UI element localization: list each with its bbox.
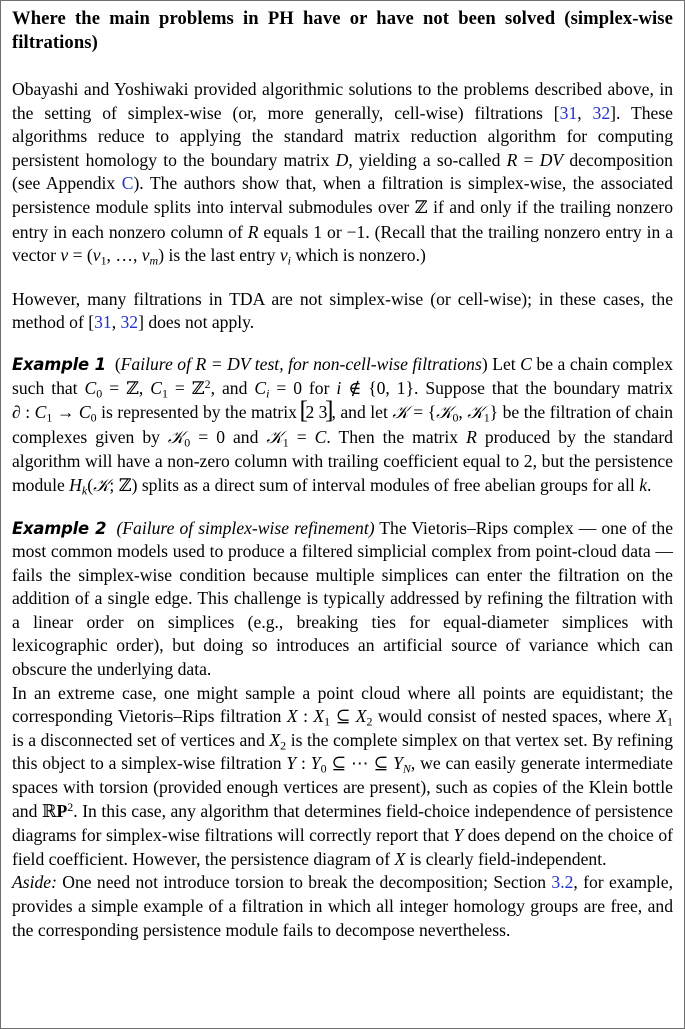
aside-text-2: , for example, provides a simple example of a filtration in which all integer homology groups are free, and the corresponding persistence module fails to decompose nevertheless. (12, 872, 673, 940)
math-arrow: → (52, 402, 79, 423)
math-Ci-sub: i (266, 385, 270, 400)
math-C1-sub: 1 (162, 385, 168, 400)
math-K: 𝒦 (392, 403, 409, 424)
math-eq-5: = 0 and (190, 426, 267, 447)
math-H-Z: ℤ (118, 475, 132, 496)
math-var-D: D (335, 149, 349, 170)
math-subseteq-1: ⊆ (330, 706, 356, 727)
extreme-text-7: does depend on the choice of field coefficient. However, the persistence diagram of (12, 825, 673, 869)
math-set-comma: , (458, 402, 468, 423)
math-subseteq-3: ⊆ (368, 753, 394, 774)
math-partial: ∂ (12, 402, 21, 423)
intro-text-8: = ( (68, 245, 93, 266)
however-text-2: ] does not apply. (138, 312, 255, 333)
math-sub-1: 1 (100, 253, 107, 268)
math-var-C: C (520, 353, 532, 374)
citation-link-31b[interactable]: 31 (94, 312, 112, 333)
math-eq-3: = 0 for (269, 377, 337, 398)
math-Y0: Y (310, 753, 321, 774)
intro-text-3: , yielding a so-called (348, 149, 507, 170)
math-Z-2: ℤ (191, 378, 205, 399)
example-1-body-7: be the filtration of chain complexes given by (12, 402, 674, 447)
math-var-DV: DV (539, 149, 564, 170)
extreme-text-2: would consist of nested spaces, where (372, 706, 657, 727)
math-var-R-3: R (466, 426, 477, 447)
extreme-text-5: , we can easily generate intermediate spaces with torsion (provided enough vertices are present), such as copies of the Klein bottle and (12, 753, 673, 821)
spacer (12, 268, 673, 288)
example-1-body-2: be a chain complex such that (12, 353, 674, 398)
math-YN: Y (393, 753, 403, 774)
intro-text-9: , …, (106, 245, 142, 266)
math-var-X: X (286, 706, 298, 727)
math-H-K: 𝒦 (93, 475, 110, 496)
math-K1: 𝒦 (467, 403, 484, 424)
citation-link-31[interactable]: 31 (559, 102, 578, 123)
math-YN-sub: N (402, 761, 411, 776)
intro-text-5: ). The authors show that, when a filtration is simplex-wise, the associated persistence module splits into interval submodules over (12, 173, 673, 217)
math-blackboard-Z: ℤ (414, 197, 428, 218)
intro-text-6: if and only if the trailing nonzero entry in each nonzero column of (12, 196, 673, 242)
math-set-close: } (489, 402, 499, 423)
math-C1-b: C (34, 402, 47, 423)
citation-link-32b[interactable]: 32 (120, 312, 139, 333)
example-1-body-8: . Then the matrix (326, 426, 467, 447)
math-var-R: R (506, 149, 518, 170)
math-H-sub: k (81, 483, 88, 498)
math-C1: C (150, 377, 162, 398)
example-1-title-close: ) (481, 353, 488, 374)
section-link-3-2[interactable]: 3.2 (551, 872, 574, 893)
math-K1-b: 𝒦 (266, 427, 283, 448)
math-Ci: C (254, 377, 267, 398)
math-C0-b-sub: 0 (90, 410, 97, 425)
appendix-link-c[interactable]: C (121, 173, 134, 194)
math-eq-4: = (408, 402, 428, 423)
math-H-close: ) (131, 474, 138, 495)
math-set-open: { (427, 402, 437, 423)
intro-text-4: decomposition (see Appendix (12, 149, 673, 194)
intro-text-10: ) is the last entry (158, 245, 280, 266)
math-K1-b-sub: 1 (282, 435, 289, 450)
math-H-open: ( (87, 474, 94, 495)
math-C-b: C (314, 426, 327, 447)
example-1-body-11: . (647, 474, 652, 495)
extreme-text-4: is the complete simplex on that vertex set. By refining this object to a simplex-wise filtration (12, 729, 673, 774)
paragraph-example-1 (12, 353, 673, 499)
citation-separator-2: , (111, 312, 121, 333)
intro-text-2: ]. These algorithms reduce to applying the standard matrix reduction algorithm for computing persistent homology to the boundary matrix (12, 102, 673, 170)
page-title: Where the main problems in PH have or have not been solved (simplex-wise filtrations) (12, 8, 673, 53)
example-1-body-6: , and let (331, 402, 393, 423)
example-1-comma-1: , (138, 377, 151, 398)
intro-text-1: Obayashi and Yoshiwaki provided algorithmic solutions to the problems described above, in the setting of simplex-wise (or, more generally, cell-wise) filtrations [ (12, 79, 673, 123)
example-1-label: Example 1 (12, 354, 106, 374)
extreme-text-1: In an extreme case, one might sample a point cloud where all points are equidistant; the corresponding Vietoris–Rips filtration (12, 682, 673, 727)
math-X1-sub: 1 (324, 714, 331, 729)
paragraph-however (12, 288, 673, 335)
math-C0-sub: 0 (96, 385, 103, 400)
math-var-Y: Y (286, 753, 297, 774)
aside-label: Aside: (12, 872, 57, 893)
math-var-i: i (336, 377, 342, 398)
extreme-text-6: . In this case, any algorithm that determines field-choice independence of persistence diagrams for simplex-wise filtrations will correctly report that (12, 800, 673, 846)
example-1-title-eq: = (206, 353, 228, 374)
page-content (1, 1, 684, 942)
math-X2-b: X (269, 729, 281, 750)
example-2-title: (Failure of simplex-wise refinement) (116, 517, 375, 538)
intro-text-11: which is nonzero.) (291, 245, 426, 266)
example-1-body-1: Let (487, 353, 521, 374)
math-K0: 𝒦 (436, 403, 453, 424)
math-X1-b-sub: 1 (667, 714, 674, 729)
math-C1-b-sub: 1 (46, 410, 53, 425)
math-matrix-2-3: [ 2 3 ] (301, 401, 331, 425)
example-1-title-b: test, for non-cell-wise filtrations (250, 353, 482, 374)
spacer (12, 58, 673, 78)
math-sub-i: i (287, 253, 291, 268)
math-subseteq-2: ⊆ (326, 753, 352, 774)
math-K0-sub: 0 (452, 410, 459, 425)
math-blackboard-R: ℝ (41, 801, 57, 822)
example-1-body-5: is represented by the matrix (96, 402, 302, 423)
math-eq-2: = (167, 377, 192, 398)
math-X2-b-sub: 2 (280, 738, 287, 753)
citation-separator: , (577, 102, 593, 123)
math-P-sup: 2 (67, 799, 74, 814)
spacer (12, 499, 673, 517)
math-Z-2-sup: 2 (204, 376, 211, 391)
math-var-R-2: R (247, 221, 259, 242)
however-text-1: However, many filtrations in TDA are not simplex-wise (or cell-wise); in these cases, the method of [ (12, 288, 673, 333)
example-1-body-4: . Suppose that the boundary matrix (414, 377, 673, 398)
math-var-Y-2: Y (453, 825, 464, 846)
math-X1: X (313, 706, 325, 727)
intro-text-7: equals 1 or −1. (Recall that the trailing nonzero entry in a vector (12, 221, 673, 266)
math-var-k: k (639, 474, 647, 495)
math-colon-y: : (296, 753, 311, 774)
math-H-semi: ; (109, 474, 119, 495)
math-K0-b: 𝒦 (167, 427, 185, 448)
paragraph-extreme-case (12, 682, 673, 872)
example-1-body-9: produced by the standard algorithm will have a non-zero column with trailing coefficient equal to 2, but the persistence module (12, 426, 673, 495)
math-X1-b: X (656, 706, 668, 727)
math-C0: C (84, 377, 97, 398)
math-C0-b: C (78, 402, 91, 423)
math-var-v1: v (92, 245, 101, 266)
math-colon-x: : (297, 706, 314, 727)
math-equals: = (517, 149, 540, 170)
citation-link-32[interactable]: 32 (592, 102, 611, 123)
math-sub-m: m (149, 253, 159, 268)
math-bold-P: P (56, 800, 68, 821)
aside-text-1: One need not introduce torsion to break the decomposition; Section (56, 872, 552, 893)
math-X2-sub: 2 (366, 714, 373, 729)
paragraph-intro (12, 78, 673, 268)
example-1-title-open: ( (114, 353, 121, 374)
math-X2: X (355, 706, 367, 727)
spacer (12, 335, 673, 353)
paragraph-example-2 (12, 517, 673, 682)
math-notin: ∉ (341, 377, 369, 398)
math-eq-1: = (102, 377, 127, 398)
math-cdots: ⋯ (351, 753, 369, 774)
math-var-v: v (60, 245, 69, 266)
math-var-vi: v (279, 245, 288, 266)
example-1-title-a: Failure of (120, 353, 196, 374)
math-colon: : (20, 402, 35, 423)
example-1-body-3: , and (210, 377, 255, 398)
math-set-01: {0, 1} (368, 377, 415, 398)
math-eq-6: = (288, 426, 315, 447)
extreme-text-3: is a disconnected set of vertices and (12, 729, 270, 750)
math-H: H (69, 474, 82, 495)
math-Z-1: ℤ (126, 378, 139, 399)
math-Y0-sub: 0 (320, 761, 327, 776)
example-1-body-10: splits as a direct sum of interval modules of free abelian groups for all (137, 474, 640, 495)
paragraph-aside (12, 871, 673, 942)
example-1-title-DV: DV (227, 353, 251, 374)
example-2-label: Example 2 (12, 518, 107, 538)
example-2-body: The Vietoris–Rips complex — one of the most common models used to produce a filtered simplicial complex from point-cloud data — fails the simplex-wise condition because multiple simplices can enter the filtration on the addition of a single edge. This challenge is typically addressed by refining the filtration with a linear order on simplices (e.g., breaking ties for equal-diameter simplices with lexicographic order), but doing so introduces an artificial source of variance which can obscure the underlying data. (12, 517, 674, 680)
math-var-X-2: X (394, 848, 406, 869)
math-var-vm: v (141, 245, 150, 266)
math-K0-b-sub: 0 (184, 435, 191, 450)
math-K1-sub: 1 (483, 410, 490, 425)
example-1-title-R: R (195, 353, 207, 374)
extreme-text-8: is clearly field-independent. (405, 848, 607, 869)
